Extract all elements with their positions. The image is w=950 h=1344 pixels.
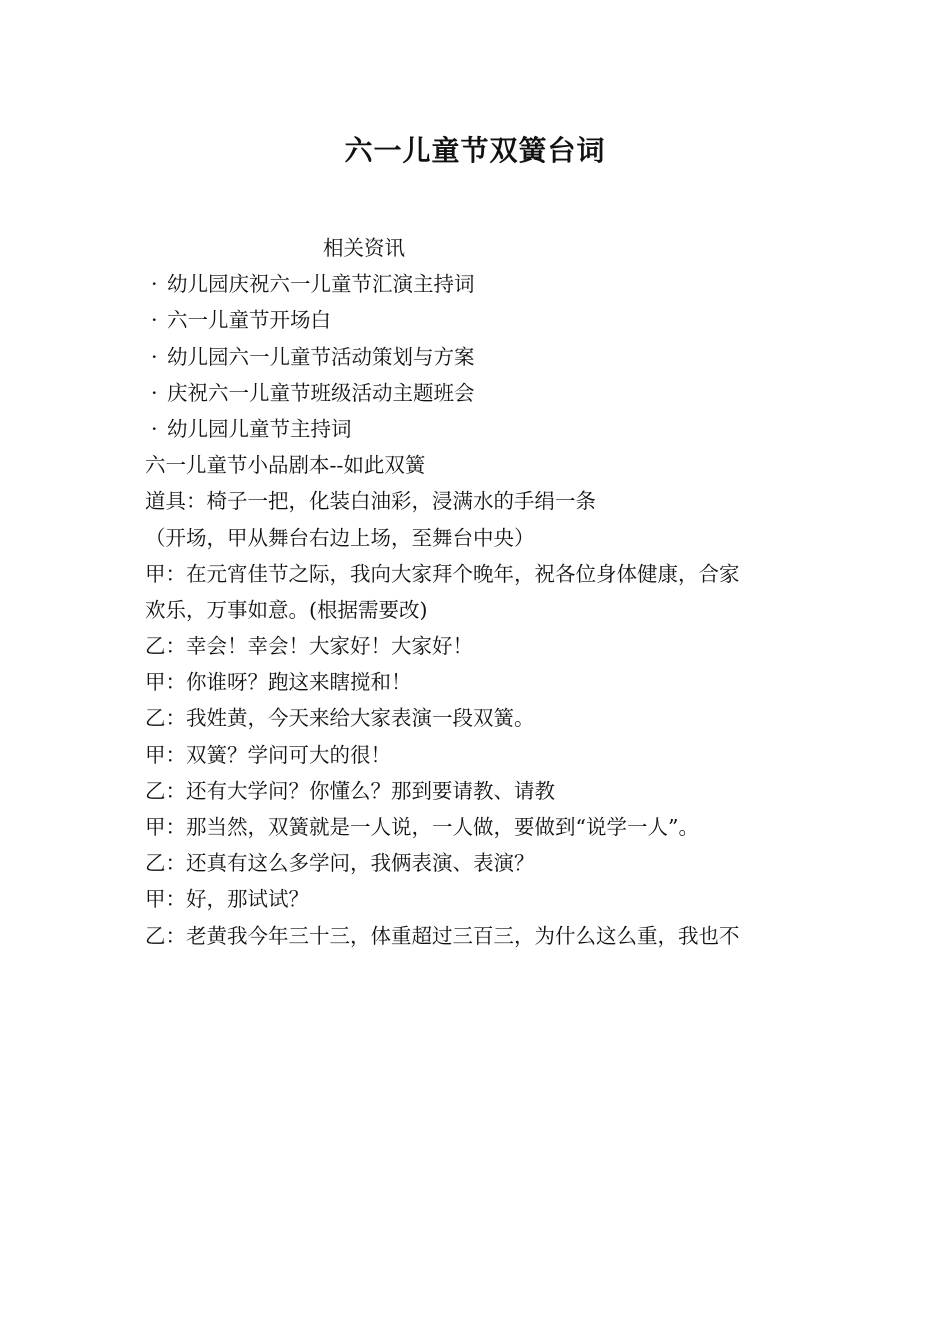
related-news-item-label: 幼儿园儿童节主持词 — [167, 416, 352, 441]
dialogue-line: 甲：那当然，双簧就是一人说，一人做，要做到“说学一人”。 — [145, 815, 699, 839]
props-line: 道具：椅子一把，化装白油彩，浸满水的手绢一条 — [145, 489, 596, 514]
dialogue-line: 乙：幸会！幸会！大家好！大家好！ — [145, 634, 473, 659]
document-body — [145, 230, 825, 954]
dialogue-line: 乙：还有大学问？你懂么？那到要请教、请教 — [145, 778, 555, 803]
script-heading: 六一儿童节小品剧本--如此双簧 — [145, 453, 426, 478]
dialogue-line: 甲：双簧？学问可大的很！ — [145, 742, 391, 767]
dialogue-line: 乙：老黄我今年三十三，体重超过三百三，为什么这么重，我也不 — [145, 923, 740, 948]
related-news-item[interactable] — [145, 375, 825, 411]
dialogue-line: 甲：好，那试试？ — [145, 887, 309, 912]
bullet-icon: · — [151, 416, 158, 441]
dialogue-line: 甲：在元宵佳节之际，我向大家拜个晚年，祝各位身体健康，合家 — [145, 561, 740, 586]
related-news-item[interactable] — [145, 411, 825, 447]
related-news-item[interactable] — [145, 339, 825, 375]
bullet-icon: · — [151, 380, 158, 405]
related-news-item-label: 幼儿园六一儿童节活动策划与方案 — [167, 344, 475, 369]
related-news-item-label: 庆祝六一儿童节班级活动主题班会 — [167, 380, 475, 405]
document-title: 六一儿童节双簧台词 — [344, 134, 606, 167]
stage-direction: （开场，甲从舞台右边上场，至舞台中央） — [145, 525, 535, 550]
dialogue-line: 乙：还真有这么多学问，我俩表演、表演？ — [145, 851, 535, 876]
bullet-icon: · — [151, 272, 158, 297]
related-news-heading: 相关资讯 — [323, 236, 405, 260]
related-news-item-label: 幼儿园庆祝六一儿童节汇演主持词 — [167, 272, 475, 297]
dialogue-line: 甲：你谁呀？跑这来瞎搅和！ — [145, 670, 412, 695]
related-news-item[interactable] — [145, 266, 825, 302]
related-news-item-label: 六一儿童节开场白 — [167, 308, 331, 333]
related-news-item[interactable] — [145, 302, 825, 338]
bullet-icon: · — [151, 344, 158, 369]
dialogue-line: 乙：我姓黄，今天来给大家表演一段双簧。 — [145, 706, 535, 731]
dialogue-line: 欢乐，万事如意。(根据需要改) — [145, 597, 428, 622]
bullet-icon: · — [151, 308, 158, 333]
